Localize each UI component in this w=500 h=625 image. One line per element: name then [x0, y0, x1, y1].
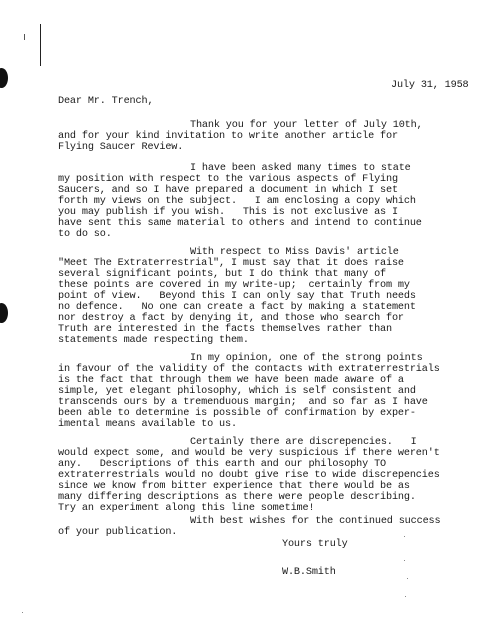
paragraph-1-line: and for your kind invitation to write another article for — [58, 131, 398, 142]
paragraph-3-line: these points are covered in my write-up; certainly from my — [58, 280, 410, 291]
paragraph-4-line: simple, yet elegant philosophy, which is self consistent and — [58, 386, 416, 397]
paragraph-3-line: point of view. Beyond this I can only say that Truth needs — [58, 291, 416, 302]
paragraph-3-line: nor destroy a fact by denying it, and those who search for — [58, 313, 404, 324]
paragraph-4-line: in favour of the validity of the contacts with extraterrestrials — [58, 364, 440, 375]
paragraph-4-line: transcends ours by a tremenduous margin; and so far as I have — [58, 397, 428, 408]
paragraph-5-line: since we know from bitter experience that there would be as — [58, 481, 410, 492]
paragraph-5-line: any. Descriptions of this earth and our philosophy TO — [58, 459, 386, 470]
paragraph-2-line: my position with respect to the various aspects of Flying — [58, 174, 398, 185]
paragraph-3-line: Truth are interested in the facts themselves rather than — [58, 324, 392, 335]
scan-speck — [404, 560, 405, 561]
paragraph-2-line: you may publish if you wish. This is not exclusive as I — [58, 207, 398, 218]
paragraph-2-line: to do so. — [58, 229, 112, 240]
punch-hole-bottom — [0, 303, 8, 323]
paragraph-3-line: no defence. No one can create a fact by making a statement — [58, 302, 416, 313]
signature-name: W.B.Smith — [282, 567, 336, 578]
paragraph-3-line: several significant points, but I do think that many of — [58, 269, 386, 280]
paragraph-1-line: Thank you for your letter of July 10th, — [190, 120, 423, 131]
paragraph-5-line: Certainly there are discrepencies. I — [190, 437, 417, 448]
scan-speck — [22, 612, 23, 613]
paragraph-6-line: With best wishes for the continued success — [190, 516, 441, 527]
paragraph-2-line: forth my views on the subject. I am enclosing a copy which — [58, 196, 416, 207]
paragraph-5-line: would expect some, and would be very suspicious if there weren't — [58, 448, 440, 459]
scan-speck — [407, 578, 408, 579]
paragraph-4-line: imental means available to us. — [58, 419, 237, 430]
letter-date: July 31, 1958 — [391, 80, 469, 91]
paragraph-4-line: is the fact that through them we have been made aware of a — [58, 375, 404, 386]
paragraph-2-line: Saucers, and so I have prepared a document in which I set — [58, 185, 398, 196]
paragraph-2-line: I have been asked many times to state — [190, 163, 411, 174]
paragraph-1-line: Flying Saucer Review. — [58, 142, 184, 153]
punch-hole-top — [0, 68, 8, 88]
paragraph-5-line: many differing descriptions as there were people describing. — [58, 492, 416, 503]
paragraph-6-line: of your publication. — [58, 527, 178, 538]
margin-tick — [24, 34, 25, 40]
margin-mark — [40, 24, 41, 66]
paragraph-2-line: have sent this same material to others and intend to continue — [58, 218, 422, 229]
paragraph-3-line: "Meet The Extraterrestrial", I must say that it does raise — [58, 258, 404, 269]
paragraph-5-line: Try an experiment along this line sometime! — [58, 503, 315, 514]
closing: Yours truly — [282, 539, 348, 550]
paragraph-4-line: been able to determine is possible of confirmation by exper- — [58, 408, 416, 419]
scan-speck — [405, 596, 406, 597]
paragraph-4-line: In my opinion, one of the strong points — [190, 353, 423, 364]
scan-speck — [404, 536, 405, 537]
paragraph-3-line: With respect to Miss Davis' article — [190, 247, 399, 258]
paragraph-3-line: statements made respecting them. — [58, 335, 249, 346]
salutation: Dear Mr. Trench, — [58, 96, 154, 107]
paragraph-5-line: extraterrestrials would no doubt give rise to wide discrepencies — [58, 470, 440, 481]
